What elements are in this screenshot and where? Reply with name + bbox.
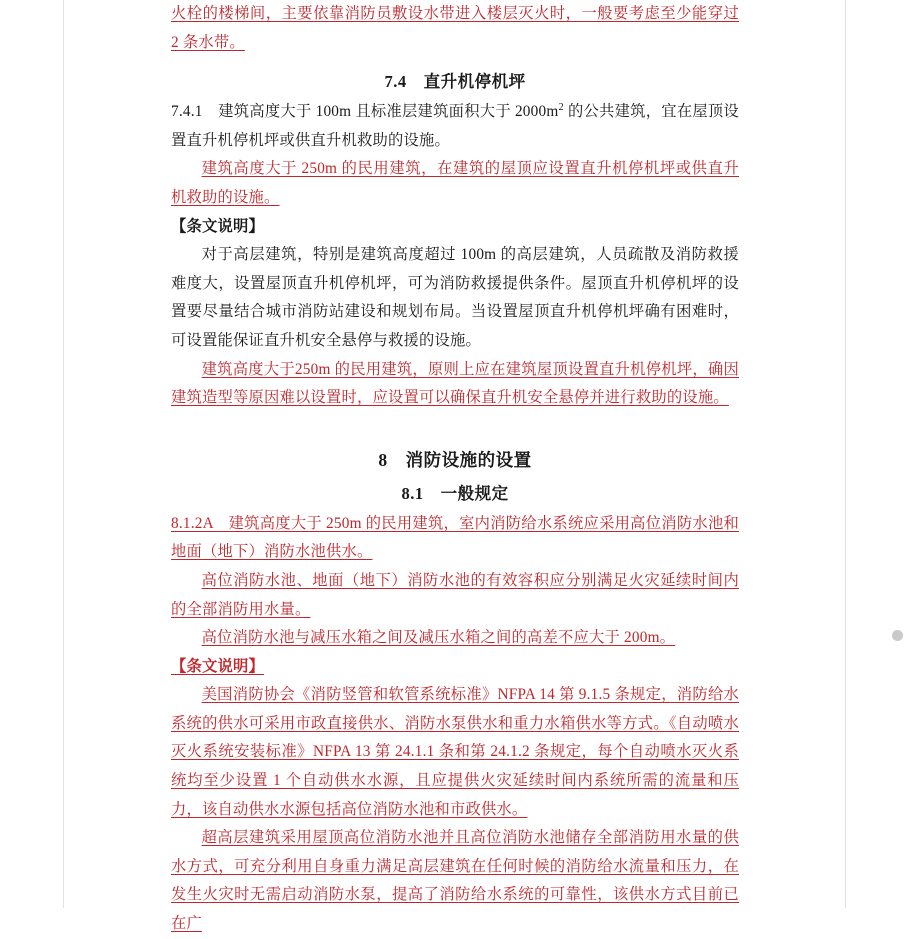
- paragraph-8-1-2A-c: 高位消防水池与减压水箱之间及减压水箱之间的高差不应大于 200m。: [201, 629, 676, 647]
- heading-chapter-8: 8 消防设施的设置: [378, 449, 532, 470]
- paragraph-note-1a: 对于高层建筑，特别是建筑高度超过 100m 的高层建筑，人员疏散及消防救援难度大，设置屋顶直升机停机坪，可为消防救援提供条件。屋顶直升机停机坪的设置要尽量结合城市消防站建设和规划布局。当设置屋顶直升机停机坪确有困难时，可设置能保证直升机安全悬停与救援的设施。: [171, 246, 739, 349]
- paragraph-7-4-1-post: 的公共建筑，宜在屋顶设置直升机停机坪或供直升机救助的设施。: [171, 103, 739, 149]
- paragraph-note-2a: 美国消防协会《消防竖管和软管系统标准》NFPA 14 第 9.1.5 条规定，消防给水系统的供水可采用市政直接供水、消防水泵供水和重力水箱供水等方式。《自动喷水灭火系统安装标准》NFPA 13 第 24.1.1 条和第 24.1.2 条规定，每个自动喷水灭火系统均至少设置 1 个自动供水水源，且应提供火灾延续时间内系统所需的流量和压力，该自动供水水源包括高位消防水池和市政供水。: [171, 686, 739, 818]
- paragraph-7-4-1-pre: 7.4.1 建筑高度大于 100m 且标准层建筑面积大于 2000m: [171, 103, 559, 121]
- scroll-indicator-dot[interactable]: [892, 630, 903, 641]
- spacer: [171, 57, 739, 65]
- paragraph-note-2b: 超高层建筑采用屋顶高位消防水池并且高位消防水池储存全部消防用水量的供水方式，可充分利用自身重力满足高层建筑在任何时候的消防给水流量和压力，在发生火灾时无需启动消防水泵，提高了消防给水系统的可靠性，该供水方式目前已在广: [171, 829, 739, 933]
- note-heading-1: 【条文说明】: [171, 217, 264, 235]
- left-margin-rule: [63, 0, 64, 908]
- superscript-square: 2: [558, 102, 564, 114]
- paragraph-note-1b: 建筑高度大于250m 的民用建筑，原则上应在建筑屋顶设置直升机停机坪，确因建筑造型等原因难以设置时，应设置可以确保直升机安全悬停并进行救助的设施。: [171, 360, 739, 407]
- document-content: [171, 0, 739, 939]
- heading-7-4: 7.4 直升机停机坪: [384, 72, 526, 92]
- paragraph-7-4-1: [171, 98, 739, 155]
- right-margin-rule: [845, 0, 846, 908]
- paragraph-7-4-1-amendment: 建筑高度大于 250m 的民用建筑，在建筑的屋顶应设置直升机停机坪或供直升机救助的设施。: [171, 160, 739, 206]
- paragraph-8-1-2A: 8.1.2A 建筑高度大于 250m 的民用建筑，室内消防给水系统应采用高位消防水池和地面（地下）消防水池供水。: [171, 514, 739, 561]
- note-heading-2: 【条文说明】: [171, 657, 264, 675]
- heading-8-1: 8.1 一般规定: [401, 483, 509, 503]
- paragraph-fire-hydrant-stairwell: 火栓的楼梯间，主要依靠消防员敷设水带进入楼层灭火时，一般要考虑至少能穿过 2 条水带。: [171, 5, 739, 51]
- paragraph-8-1-2A-b: 高位消防水池、地面（地下）消防水池的有效容积应分别满足火灾延续时间内的全部消防用水量。: [171, 571, 739, 618]
- spacer-before-chapter: [171, 413, 739, 443]
